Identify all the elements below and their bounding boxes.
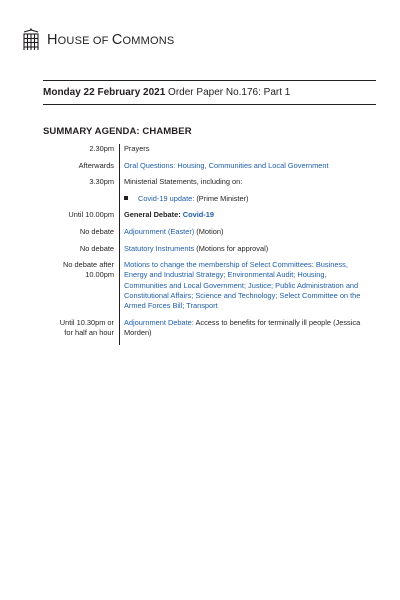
agenda-time: 3.30pm: [89, 177, 114, 187]
agenda-item: Ministerial Statements, including on:: [124, 177, 243, 187]
agenda-item: [124, 194, 369, 204]
agenda-row-ministerial-statements: [43, 177, 383, 187]
adjournment-debate-note: Access to benefits for terminally ill people (Jessica Morden): [124, 317, 361, 338]
bullet-square-icon: [124, 196, 128, 200]
agenda-time: Afterwards: [78, 160, 114, 170]
agenda-time-empty: [43, 194, 114, 204]
agenda-time: No debate: [79, 243, 114, 253]
agenda-time: 2.30pm: [89, 144, 114, 153]
agenda-time: Until 10.30pm or for half an hour: [59, 317, 114, 338]
select-committee-motions-link[interactable]: Motions to change the membership of Select Committees: Business, Energy and Industrial Strategy; Environmental Audit; Housing, Communities and Local Government; Justice; Public Administration and Constitutional Affairs; Science and Technology; Select Committee on the Armed Forces Bill; Transport: [124, 260, 361, 311]
agenda-row-prayers: [43, 144, 383, 154]
header: [21, 27, 174, 53]
agenda-item: [124, 244, 369, 254]
agenda-row-oral-questions: [43, 161, 383, 171]
general-debate-label: General Debate:: [124, 210, 181, 220]
house-of-commons-title: HOUSE OF COMMONS: [47, 32, 175, 48]
covid-update-note: (Prime Minister): [194, 193, 249, 203]
order-paper-number: Order Paper No.176: Part 1: [165, 87, 291, 98]
oral-questions-link[interactable]: Oral Questions: Housing, Communities and Local Government: [124, 160, 329, 170]
agenda-row-general-debate: [43, 210, 383, 220]
agenda-item: [124, 318, 369, 339]
statutory-instruments-link[interactable]: Statutory Instruments: [124, 243, 195, 253]
statutory-instruments-note: (Motions for approval): [194, 243, 269, 253]
agenda-item: [124, 210, 369, 220]
adjournment-easter-link[interactable]: Adjournment (Easter): [124, 226, 195, 236]
agenda-row-covid-update: [43, 194, 383, 204]
adjournment-debate-link[interactable]: Adjournment Debate:: [124, 317, 194, 327]
agenda-time: No debate: [79, 226, 114, 236]
bottom-rule: [43, 104, 376, 105]
general-debate-covid-link[interactable]: Covid-19: [180, 210, 214, 220]
portcullis-logo-icon: [21, 28, 41, 52]
agenda-item: [124, 227, 369, 237]
covid-update-link[interactable]: Covid-19 update:: [138, 193, 195, 203]
agenda-row-adjournment-easter: [43, 227, 383, 237]
agenda-table: [43, 144, 383, 345]
order-paper-date: Monday 22 February 2021: [43, 87, 166, 98]
agenda-item: Prayers: [124, 144, 150, 153]
agenda-time: Until 10.00pm: [68, 210, 114, 220]
adjournment-easter-note: (Motion): [194, 226, 224, 236]
agenda-row-statutory-instruments: [43, 244, 383, 254]
agenda-divider: [119, 144, 120, 345]
agenda-row-select-committee-motions: [43, 260, 383, 311]
section-heading: SUMMARY AGENDA: CHAMBER: [43, 126, 192, 137]
agenda-time: No debate after 10.00pm: [63, 260, 114, 280]
top-rule: [43, 80, 376, 81]
order-paper-line: [43, 87, 290, 98]
agenda-row-adjournment-debate: [43, 318, 383, 339]
